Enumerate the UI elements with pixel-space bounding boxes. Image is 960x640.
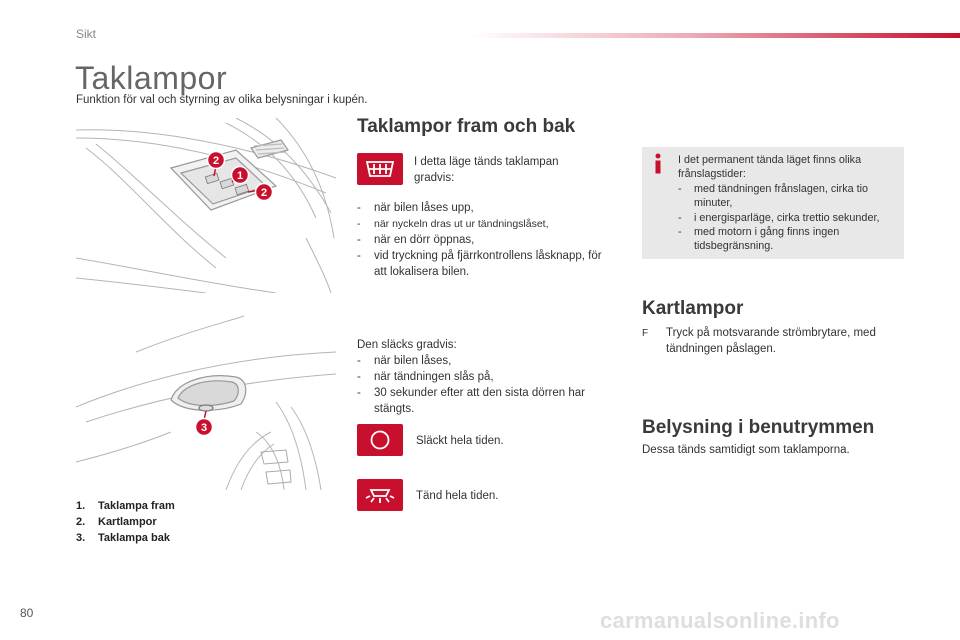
gradual-light-symbol-icon	[357, 153, 403, 185]
list-item: - när nyckeln dras ut ur tändningslåset,	[357, 218, 549, 230]
list-item: - med tändningen frånslagen, cirka tio minuter,	[678, 182, 869, 210]
intro-text: Funktion för val och styrning av olika belysningar i kupén.	[76, 94, 368, 106]
list-item: - när bilen låses,	[357, 355, 452, 367]
legend-item: 2. Kartlampor	[76, 516, 157, 528]
list-item: - vid tryckning på fjärrkontrollens låsknapp, för att lokalisera bilen.	[357, 250, 602, 278]
list-item: - 30 sekunder efter att den sista dörren har stängts.	[357, 387, 585, 415]
kartlampor-text: Tryck på motsvarande strömbrytare, med tändningen påslagen.	[666, 327, 876, 355]
info-icon	[651, 153, 665, 175]
light-off-symbol-icon	[357, 424, 403, 456]
list-item: - när en dörr öppnas,	[357, 234, 475, 246]
legend-item: 1. Taklampa fram	[76, 500, 175, 512]
always-off-text: Släckt hela tiden.	[416, 435, 504, 447]
info-intro: I det permanent tända läget finns olika frånslagstider:	[678, 154, 862, 181]
list-item: - när tändningen slås på,	[357, 371, 494, 383]
page-title: Taklampor	[75, 60, 228, 96]
light-off-conditions	[357, 337, 617, 417]
heading-kartlampor: Kartlampor	[642, 298, 744, 319]
callout-1-label: 1	[236, 170, 244, 182]
heading-belysning-i-benutrymmen: Belysning i benutrymmen	[642, 417, 875, 438]
callout-3-label: 3	[200, 422, 208, 434]
kartlampor-instruction	[642, 325, 904, 357]
always-on-text: Tänd hela tiden.	[416, 490, 499, 502]
legend-item: 3. Taklampa bak	[76, 532, 170, 544]
front-ceiling-illustration	[76, 118, 336, 293]
header-rule	[470, 33, 960, 38]
watermark: carmanualsonline.info	[600, 608, 840, 633]
section-label: Sikt	[76, 27, 97, 41]
off-lead-text: Den släcks gradvis:	[357, 339, 457, 351]
rear-ceiling-illustration	[76, 312, 336, 490]
figure-legend	[76, 498, 175, 546]
list-item: - när bilen låses upp,	[357, 202, 474, 214]
info-box	[642, 147, 904, 259]
instruction-bullet-icon: F	[642, 328, 649, 339]
belysning-text: Dessa tänds samtidigt som taklamporna.	[642, 444, 850, 456]
light-on-symbol-icon	[357, 479, 403, 511]
list-item: - i energisparläge, cirka trettio sekunder,	[678, 211, 880, 224]
page-number: 80	[20, 606, 34, 620]
callout-2-right-label: 2	[260, 187, 268, 199]
callout-2-left-label: 2	[212, 155, 220, 167]
light-on-conditions	[357, 200, 615, 280]
heading-taklampor-fram-och-bak: Taklampor fram och bak	[357, 116, 576, 137]
list-item: - med motorn i gång finns ingen tidsbegränsning.	[678, 226, 840, 253]
gradvis-text: I detta läge tänds taklampan gradvis:	[414, 156, 559, 184]
